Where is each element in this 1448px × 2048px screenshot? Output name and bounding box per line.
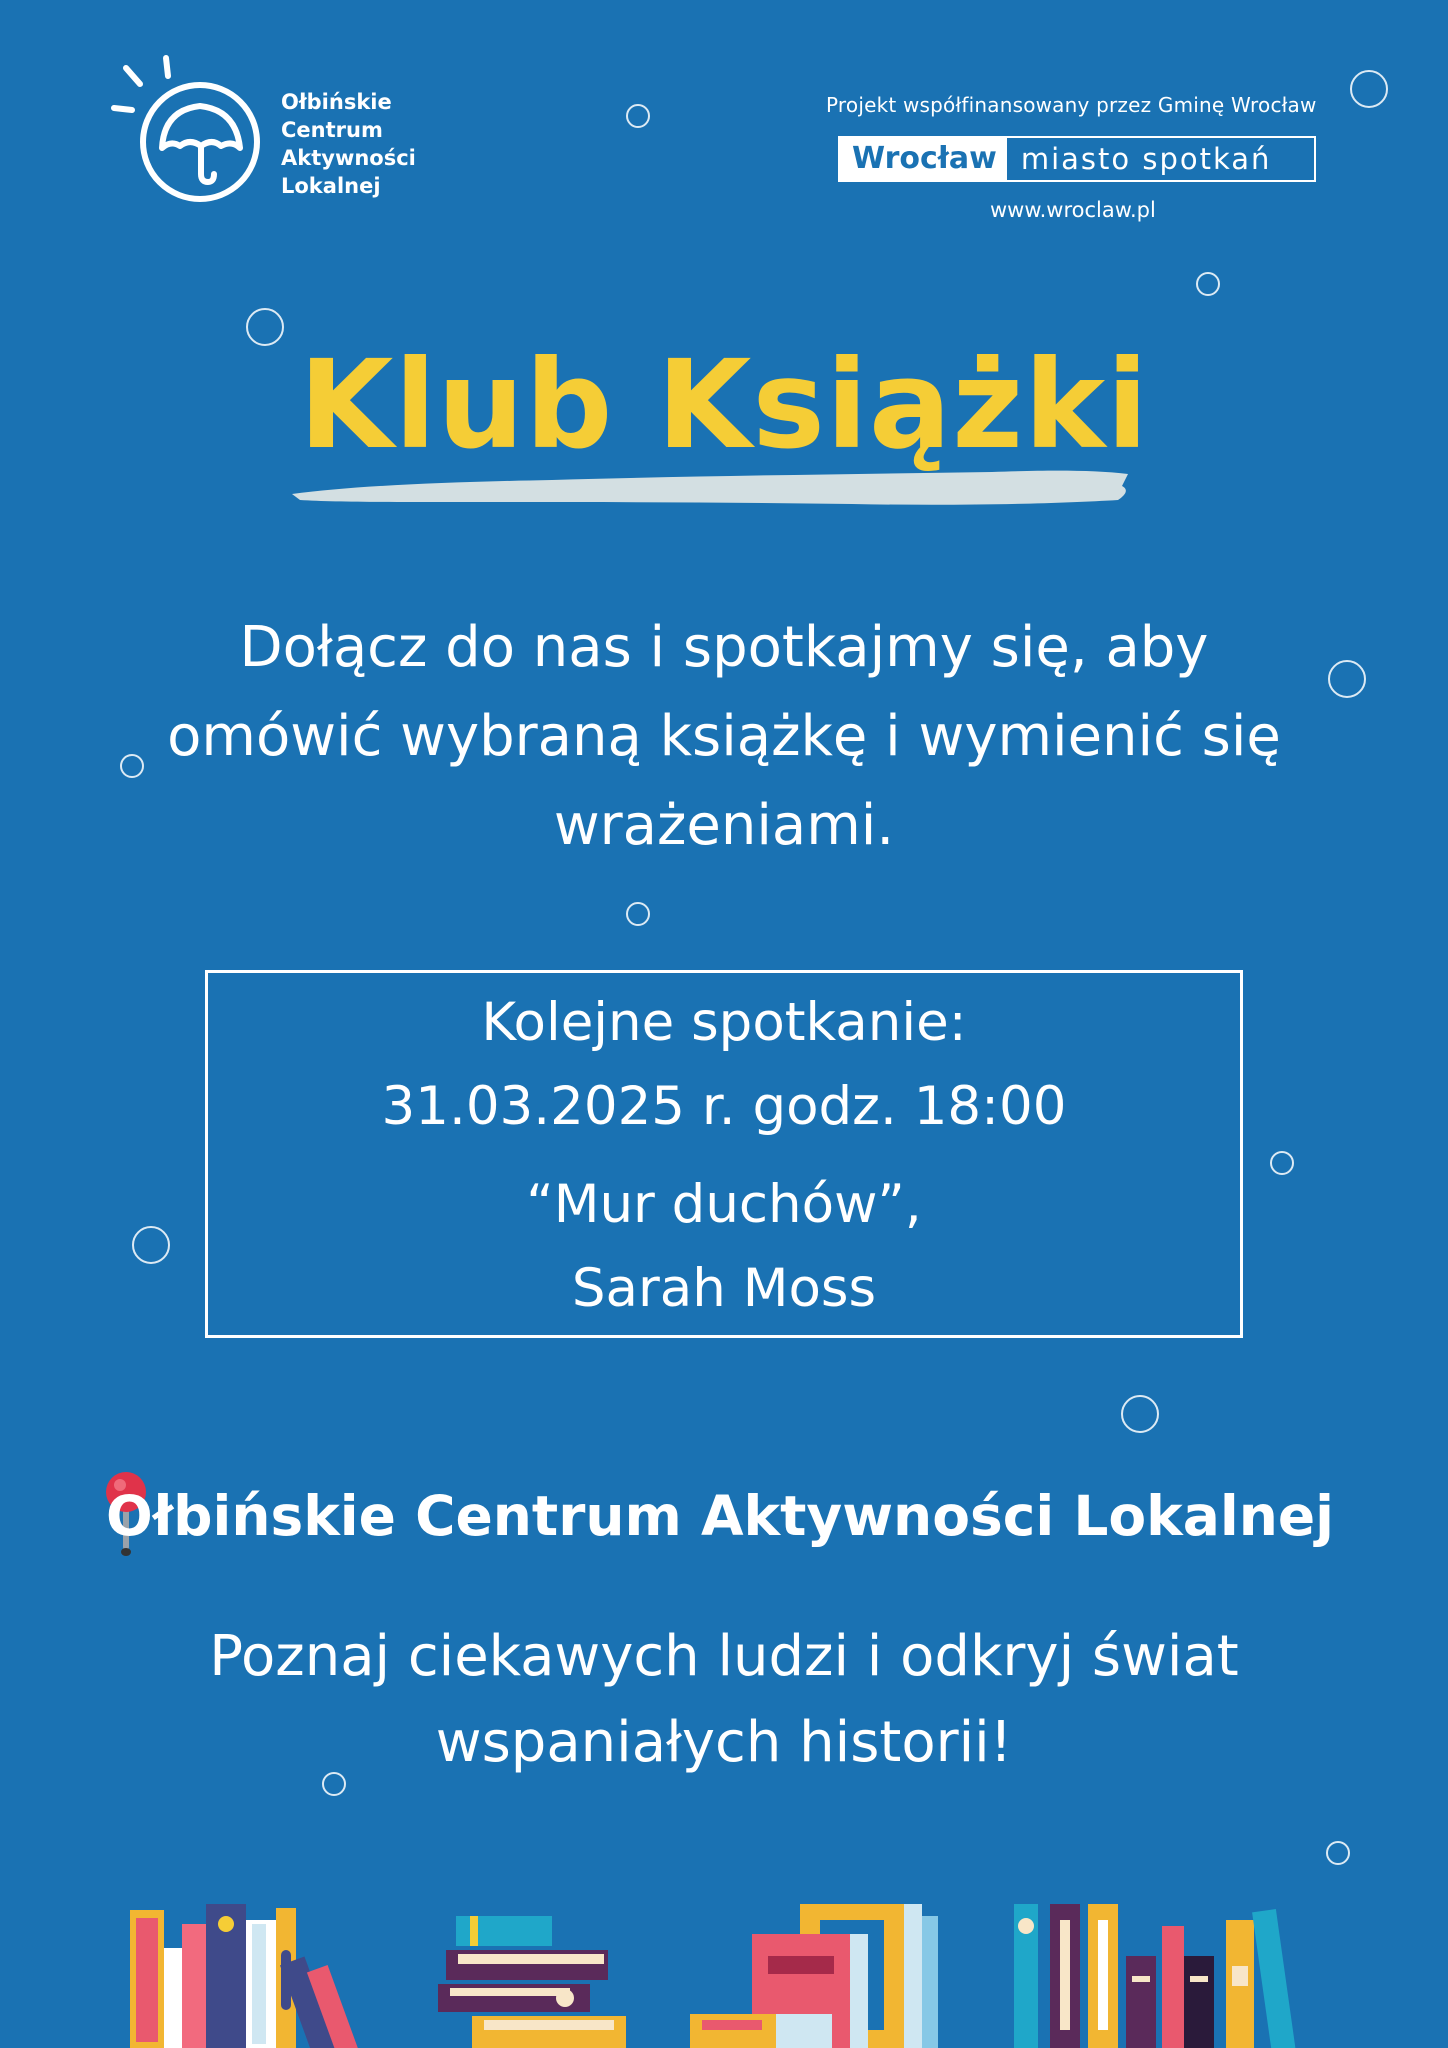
meeting-book-title: “Mur duchów”,: [526, 1174, 922, 1235]
logo-line: Aktywności: [281, 146, 416, 170]
meeting-author: Sarah Moss: [571, 1258, 877, 1319]
logo-line: Ołbińskie: [281, 90, 392, 114]
bubble: [1328, 660, 1366, 698]
wroclaw-brand-logo: [838, 136, 1316, 182]
bubble: [132, 1226, 170, 1264]
logo-line: Centrum: [281, 118, 383, 142]
bubble: [626, 902, 650, 926]
bubble: [1326, 1841, 1350, 1865]
book-stack-right: [1014, 1904, 1296, 2048]
outro-text: Poznaj ciekawych ludzi i odkryj świat wspaniałych historii!: [209, 1624, 1239, 1775]
page-title: Klub Książki: [298, 334, 1150, 476]
bubble: [120, 754, 144, 778]
intro-text: Dołącz do nas i spotkajmy się, aby omówić wybraną książkę i wymienić się wrażeniami.: [167, 615, 1281, 858]
cofunding-text: Projekt współfinansowany przez Gminę Wrocław: [826, 93, 1317, 117]
brush-stroke-underline: [292, 464, 1132, 512]
meeting-box: [205, 970, 1243, 1338]
bubble: [1121, 1395, 1159, 1433]
meeting-label: Kolejne spotkanie:: [481, 992, 967, 1053]
bubble: [1350, 70, 1388, 108]
umbrella-logo-icon: [108, 50, 273, 210]
logo-text: [281, 88, 416, 200]
meeting-datetime: 31.03.2025 r. godz. 18:00: [381, 1076, 1067, 1137]
book-stack-2: [438, 1916, 626, 2048]
bubble: [1270, 1151, 1294, 1175]
book-stack-left: [130, 1904, 359, 2048]
wroclaw-brand-tagline: miasto spotkań: [1020, 142, 1272, 176]
books-illustration: [0, 1880, 1448, 2048]
bubble: [1196, 272, 1220, 296]
bubble: [626, 104, 650, 128]
wroclaw-url: www.wroclaw.pl: [990, 198, 1156, 222]
wroclaw-brand-name: Wrocław: [840, 138, 1007, 180]
book-stack-3: [690, 1904, 938, 2048]
location-name: Ołbińskie Centrum Aktywności Lokalnej: [105, 1484, 1335, 1548]
logo-line: Lokalnej: [281, 174, 381, 198]
